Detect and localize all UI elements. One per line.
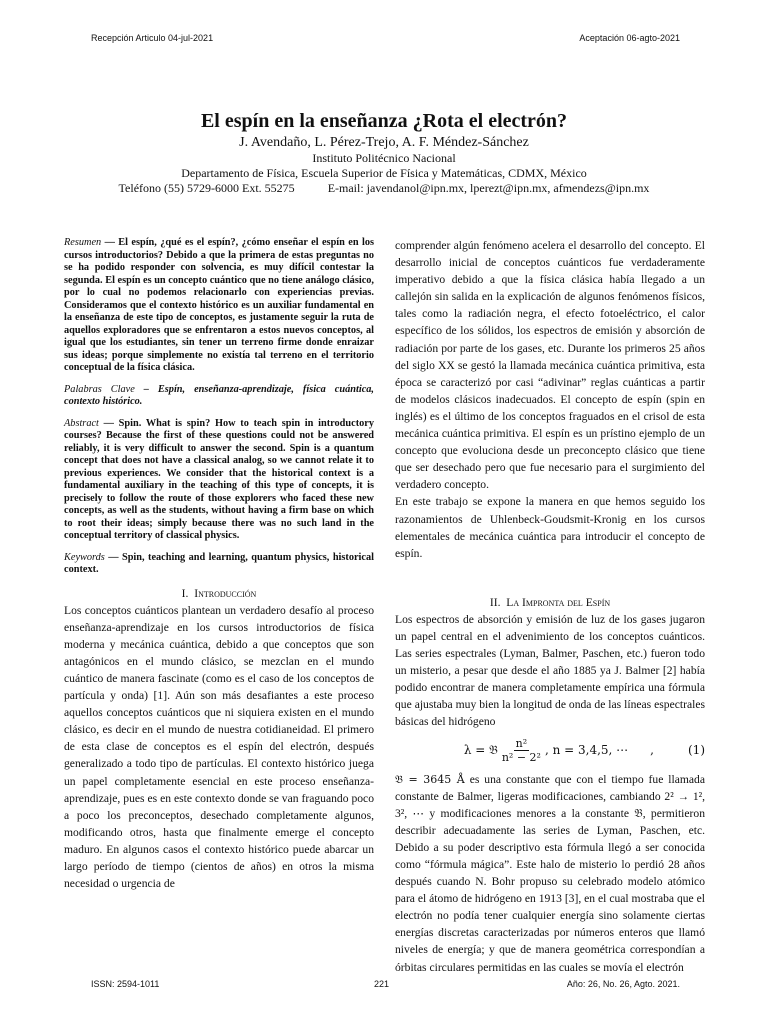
keywords-text: — Spin, teaching and learning, quantum physics, historical context.	[64, 551, 374, 575]
title-block	[0, 110, 768, 196]
keywords	[64, 552, 374, 577]
section-1-heading	[64, 585, 374, 602]
equation-comma: ,	[650, 742, 654, 757]
equation-number: (1)	[688, 742, 705, 757]
authors: J. Avendaño, L. Pérez-Trejo, A. F. Méndez-Sánchez	[239, 135, 529, 150]
section-1-title: Introducción	[194, 586, 257, 600]
department: Departamento de Física, Escuela Superior de Física y Matemáticas, CDMX, México	[181, 166, 587, 180]
equation-denominator: n² − 2²	[501, 751, 541, 765]
right-paragraph-1: comprender algún fenómeno acelera el desarrollo del concepto. El desarrollo inicial de conceptos cuánticos fue verdaderamente imperativo debido a que la física clásica había llegado a un callejón sin salida en la explicación de algunos fenómenos físicos, tales como la radiación negra, el efecto fotoeléctrico, el calor específico de los sólidos, los espectros de emisión y absorción de radiación por parte de los gases, etc. Durante los primeros 25 años del siglo XX se gestó la llamada mecánica cuántica primitiva, esta época se caracterizó por casi “adivinar” reglas cuánticas a partir de modelos clásicos inadecuados. El concepto de espín (spin en inglés) es el último de los conceptos fraguados en el crisol de esta mecánica cuántica primitiva. El espín es un prístino ejemplo de un concepto que evoluciona desde un preconcepto clásico que tiene que ser desechado pero que fue necesario para el surgimiento del verdadero concepto.	[395, 239, 705, 492]
issue-info: Año: 26, No. 26, Agto. 2021.	[566, 979, 680, 989]
palabras-clave	[64, 384, 374, 409]
section-1-body: Los conceptos cuánticos plantean un verdadero desafío al proceso enseñanza-aprendizaje en los cursos introductorios de física moderna y mecánica cuántica, debido a que conceptos que son antagónicos en el mundo clásico, se mezclan en el mundo cuántico de manera fascinate (como es el caso de los conceptos de partícula y onda) [1]. Aún son más desafiantes a este proceso aquellos conceptos cuánticos que ni siquiera existen en el mundo clásico, es decir en el mundo de nuestra cotidianeidad. El primero de esta clase de conceptos es el espín del electrón, después generalizado a todo tipo de partículas. El contexto histórico juega un papel completamente esencial en este proceso enseñanza-aprendizaje, pues es en este contexto donde se van fraguando poco a poco los preconceptos, desechado completamente algunos, modificando otros, hasta que finalmente emerge el concepto maduro. En algunos casos el contexto histórico puede abarcar un largo período de tiempo (cientos de años) en otros la misma necesidad o urgencia de	[64, 603, 374, 891]
institution: Instituto Politécnico Nacional	[312, 151, 456, 165]
abstract	[64, 418, 374, 543]
resumen-label: Resumen	[64, 237, 102, 248]
balmer-constant: 𝔅 = 3645 Å	[395, 772, 465, 786]
left-column	[64, 237, 374, 892]
equation-fraction	[502, 737, 541, 764]
equation-lhs: λ = 𝔅	[463, 742, 498, 757]
abstract-label: Abstract	[64, 417, 99, 429]
section-2-continued	[395, 771, 705, 976]
section-2-continued-text: es una constante que con el tiempo fue llamada constante de Balmer, ligeras modificaciones, cambiando 2² → 1², 3², ⋯ y modificaciones menores a la constante 𝔅, permitieron describir adecuadamente las series de Lyman, Paschen, etc. Debido a su poder descriptivo esta fórmula llegó a ser conocida como “fórmula mágica”. Este halo de misterio lo perdió 28 años después cuando N. Bohr propuso su celebrado modelo atómico para el átomo de hidrógeno en 1913 [3], en el cual mostraba que el electrón no podía tener cualquier energía sino solamente ciertas energías discretas caracterizadas por números enteros que llamó niveles de energía; y que de manera geométrica correspondían a órbitas circulares permitidas en las cuales se movía el electrón	[395, 772, 706, 974]
equation-1	[395, 731, 705, 771]
abstract-text: — Spin. What is spin? How to teach spin in introductory courses? Because the first of these questions could not be answered reliably, it is very difficult to answer the second. Spin is a quantum concept that does not have a classical analog, so we cannot relate it to previous experiences. We consider that the historical context is a fundamental auxiliary in the teaching of this type of concepts, it is precisely to follow the route of those explorers who faced these new concepts, as well as the students, without having a firm base on which to root their ideas; simply because there was no such land in the conceptual territory of classical physics.	[64, 417, 374, 541]
received-date: Recepción Articulo 04-jul-2021	[91, 33, 214, 43]
keywords-label: Keywords	[64, 551, 105, 563]
section-2-number: II.	[489, 595, 501, 609]
right-paragraph-2: En este trabajo se expone la manera en que hemos seguido los razonamientos de Uhlenbeck-Goudsmit-Kronig en los cursos elementales de mecánica cuántica para introducir el concepto de espín.	[395, 495, 705, 560]
issn: ISSN: 2594-1011	[91, 979, 160, 989]
palabras-text: – Espín, enseñanza-aprendizaje, física cuántica, contexto histórico.	[64, 383, 374, 407]
accepted-date: Aceptación 06-agto-2021	[579, 33, 680, 43]
section-1-number: I.	[181, 586, 189, 600]
paper-title: El espín en la enseñanza ¿Rota el electrón?	[200, 110, 568, 132]
resumen-text: — El espín, ¿qué es el espín?, ¿cómo enseñar el espín en los cursos introductorios? Debido a que la primera de estas preguntas no se ha podido responder con solvencia, es muy difícil contestar la segunda. El espín es un concepto cuántico que no tiene análogo clásico, por lo cual no podemos relacionarlo con experiencias previas. Consideramos que el contexto histórico es un auxiliar fundamental en la enseñanza de este tipo de conceptos, es justamente seguir la ruta de aquellos exploradores que se enfrentaron a estos nuevos conceptos, al igual que los estudiantes, sin tener un terreno firme donde enraizar sus ideas; porque simplemente no existía tal terreno en el territorio conceptual de la física clásica.	[64, 237, 374, 373]
palabras-label: Palabras Clave	[64, 383, 135, 395]
equation-numerator: n²	[515, 737, 528, 751]
resumen	[64, 237, 374, 375]
phone: Teléfono (55) 5729-6000 Ext. 55275	[118, 181, 295, 195]
contact-line	[0, 181, 768, 196]
section-2-title: La Impronta del Espín	[506, 595, 611, 609]
equation-rhs: , n = 3,4,5, ⋯	[544, 742, 629, 757]
right-column	[395, 237, 705, 976]
section-2-body: Los espectros de absorción y emisión de luz de los gases jugaron un papel central en el advenimiento de los conceptos cuánticos. Las series espectrales (Lyman, Balmer, Paschen, etc.) fueron todo un misterio, a pesar que desde el año 1885 ya J. Balmer [2] había podido encontrar de manera completamente empírica una fórmula que ajustaba muy bien la longitud de onda de las líneas espectrales básicas del hidrógeno	[395, 612, 705, 729]
page-number: 221	[374, 979, 390, 989]
email: E-mail: javendanol@ipn.mx, lperezt@ipn.mx, afmendezs@ipn.mx	[327, 181, 650, 195]
section-2-heading	[395, 594, 705, 611]
